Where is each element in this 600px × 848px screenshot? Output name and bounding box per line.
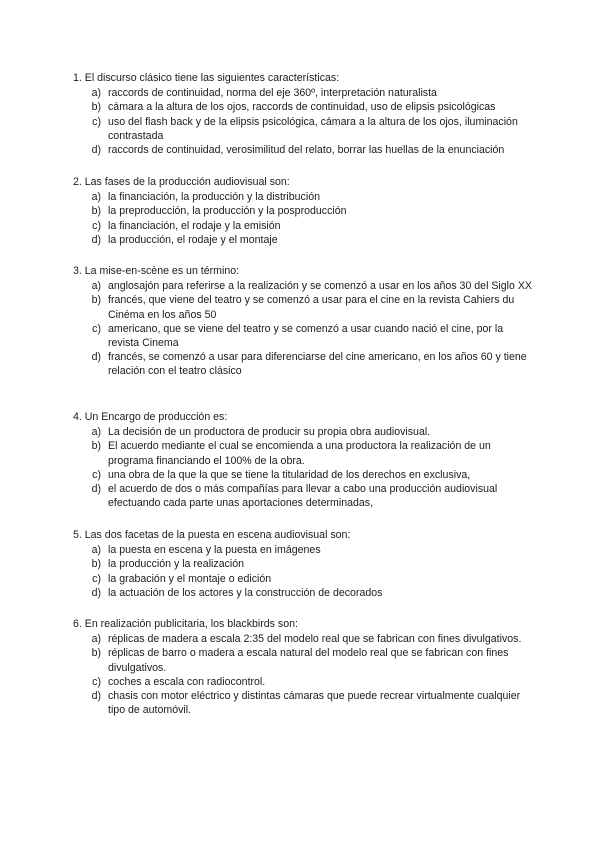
option-letter: d)	[91, 144, 101, 157]
option-text: francés, que viene del teatro y se comenzó a usar para el cine en la revista Cahiers du Cinéma en los años 50	[108, 294, 515, 321]
question-text: 4. Un Encargo de producción es:	[73, 411, 228, 423]
option-list	[73, 86, 533, 157]
option-b	[73, 293, 533, 321]
option-a	[73, 190, 533, 204]
option-b	[73, 557, 533, 571]
option-c	[73, 468, 533, 482]
option-letter: a)	[91, 426, 101, 439]
question-text: 3. La mise-en-scène es un término:	[73, 265, 240, 277]
option-text: la producción y la realización	[108, 558, 245, 571]
option-list	[73, 632, 533, 717]
option-a	[73, 86, 533, 100]
option-letter: d)	[91, 351, 101, 364]
question-1	[73, 71, 533, 157]
option-text: una obra de la que la que se tiene la titularidad de los derechos en exclusiva,	[108, 468, 471, 481]
option-letter: a)	[91, 544, 101, 557]
option-letter: b)	[91, 205, 101, 218]
option-d	[73, 233, 533, 247]
option-c	[73, 219, 533, 233]
option-text: coches a escala con radiocontrol.	[108, 675, 266, 688]
option-a	[73, 543, 533, 557]
option-text: anglosajón para referirse a la realización y se comenzó a usar en los años 30 del Siglo XX	[108, 280, 532, 293]
option-text: El acuerdo mediante el cual se encomienda a una productora la realización de un programa financiando el 100% de la obra.	[108, 440, 491, 467]
option-c	[73, 115, 533, 143]
option-text: la actuación de los actores y la construcción de decorados	[108, 586, 383, 599]
option-letter: d)	[91, 483, 101, 496]
option-text: cámara a la altura de los ojos, raccords de continuidad, uso de elipsis psicológicas	[108, 101, 496, 114]
option-text: la producción, el rodaje y el montaje	[108, 233, 278, 246]
option-c	[73, 572, 533, 586]
option-list	[73, 425, 533, 510]
option-letter: b)	[91, 294, 101, 307]
question-5	[73, 528, 533, 600]
question-6	[73, 617, 533, 717]
option-letter: a)	[91, 633, 101, 646]
option-text: francés, se comenzó a usar para diferenciarse del cine americano, en los años 60 y tiene relación con el teatro clásico	[108, 351, 527, 378]
option-text: la grabación y el montaje o edición	[108, 572, 272, 585]
option-text: réplicas de barro o madera a escala natural del modelo real que se fabrican con fines divulgativos.	[108, 647, 509, 674]
option-letter: c)	[92, 675, 101, 688]
option-text: la financiación, el rodaje y la emisión	[108, 219, 281, 232]
option-d	[73, 586, 533, 600]
option-b	[73, 100, 533, 114]
option-c	[73, 322, 533, 350]
option-text: uso del flash back y de la elipsis psicológica, cámara a la altura de los ojos, iluminación contrastada	[108, 115, 518, 142]
option-letter: b)	[91, 440, 101, 453]
option-text: la puesta en escena y la puesta en imágenes	[108, 544, 321, 557]
option-text: réplicas de madera a escala 2:35 del modelo real que se fabrican con fines divulgativos.	[108, 633, 522, 646]
question-text: 5. Las dos facetas de la puesta en escena audiovisual son:	[73, 529, 351, 541]
option-text: raccords de continuidad, norma del eje 360º, interpretación naturalista	[108, 87, 437, 100]
option-letter: b)	[91, 647, 101, 660]
option-letter: c)	[92, 219, 101, 232]
option-d	[73, 689, 533, 717]
option-b	[73, 439, 533, 467]
option-text: americano, que se viene del teatro y se comenzó a usar cuando nació el cine, por la revista Cinema	[108, 322, 504, 350]
option-text: chasis con motor eléctrico y distintas cámaras que puede recrear virtualmente cualquier tipo de automóvil.	[108, 690, 521, 717]
option-list	[73, 279, 533, 378]
option-letter: a)	[91, 87, 101, 100]
question-text: 1. El discurso clásico tiene las siguientes características:	[73, 72, 340, 84]
option-b	[73, 204, 533, 218]
option-letter: d)	[91, 690, 101, 703]
option-a	[73, 279, 533, 293]
option-list	[73, 543, 533, 600]
question-2	[73, 175, 533, 247]
option-letter: c)	[92, 572, 101, 585]
option-text: la financiación, la producción y la distribución	[108, 191, 320, 204]
option-letter: d)	[91, 586, 101, 599]
option-letter: c)	[92, 322, 101, 335]
option-d	[73, 482, 533, 510]
option-d	[73, 350, 533, 378]
option-list	[73, 190, 533, 247]
question-text: 6. En realización publicitaria, los blackbirds son:	[73, 618, 298, 630]
option-letter: a)	[91, 280, 101, 293]
option-letter: c)	[92, 115, 101, 128]
option-text: raccords de continuidad, verosimilitud del relato, borrar las huellas de la enunciación	[108, 144, 505, 157]
option-d	[73, 143, 533, 157]
option-letter: b)	[91, 101, 101, 114]
option-text: La decisión de un productora de producir su propia obra audiovisual.	[108, 426, 431, 439]
option-a	[73, 425, 533, 439]
option-b	[73, 646, 533, 674]
option-c	[73, 675, 533, 689]
option-letter: b)	[91, 558, 101, 571]
option-letter: d)	[91, 233, 101, 246]
option-text: el acuerdo de dos o más compañías para llevar a cabo una producción audiovisual efectuando cada parte unas aportaciones determinadas,	[108, 483, 498, 510]
option-a	[73, 632, 533, 646]
question-text: 2. Las fases de la producción audiovisual son:	[73, 176, 290, 188]
option-text: la preproducción, la producción y la posproducción	[108, 205, 347, 218]
option-letter: a)	[91, 191, 101, 204]
option-letter: c)	[92, 468, 101, 481]
question-3	[73, 264, 533, 379]
question-4	[73, 410, 533, 510]
